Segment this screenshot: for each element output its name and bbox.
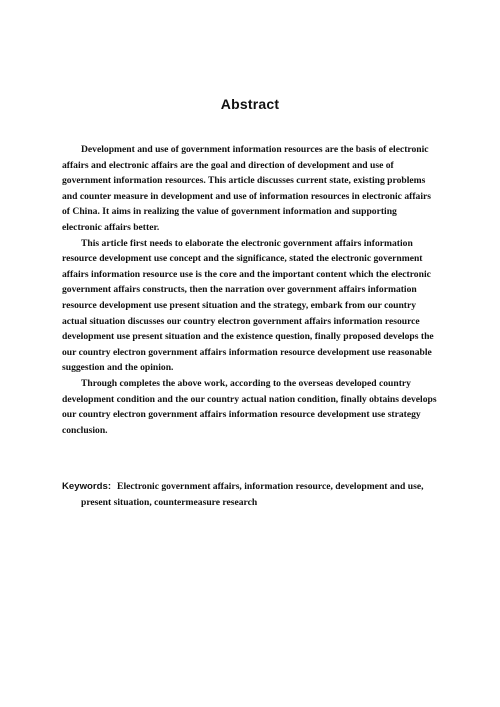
keywords-block	[62, 479, 451, 511]
paragraph-1: Development and use of government information resources are the basis of electronic affairs and electronic affairs are the goal and direction of development and use of government information resources. This article discusses current state, existing problems and counter measure in development and use of information resources in electronic affairs of China. It aims in realizing the value of government information and supporting electronic affairs better.	[62, 144, 431, 233]
page-title: Abstract	[220, 96, 280, 112]
paragraph-3: Through completes the above work, according to the overseas developed country development condition and the our country actual nation condition, finally obtains develops our country electron government affairs information resource development use strategy conclusion.	[62, 377, 437, 436]
abstract-body	[62, 142, 438, 438]
keywords-label: Keywords:	[62, 481, 112, 492]
keywords-text: Electronic government affairs, information resource, development and use, present situation, countermeasure research	[81, 481, 424, 508]
paragraph-2: This article first needs to elaborate the electronic government affairs information resource development use concept and the significance, stated the electronic government affairs information resource use is the core and the important content which the electronic government affairs constructs, then the narration over government affairs information resource development use present situation and the strategy, embark from our country actual situation discusses our country electron government affairs information resource development use present situation and the existence question, finally proposed develops the our country electron government affairs information resource development use reasonable suggestion and the opinion.	[62, 237, 434, 374]
